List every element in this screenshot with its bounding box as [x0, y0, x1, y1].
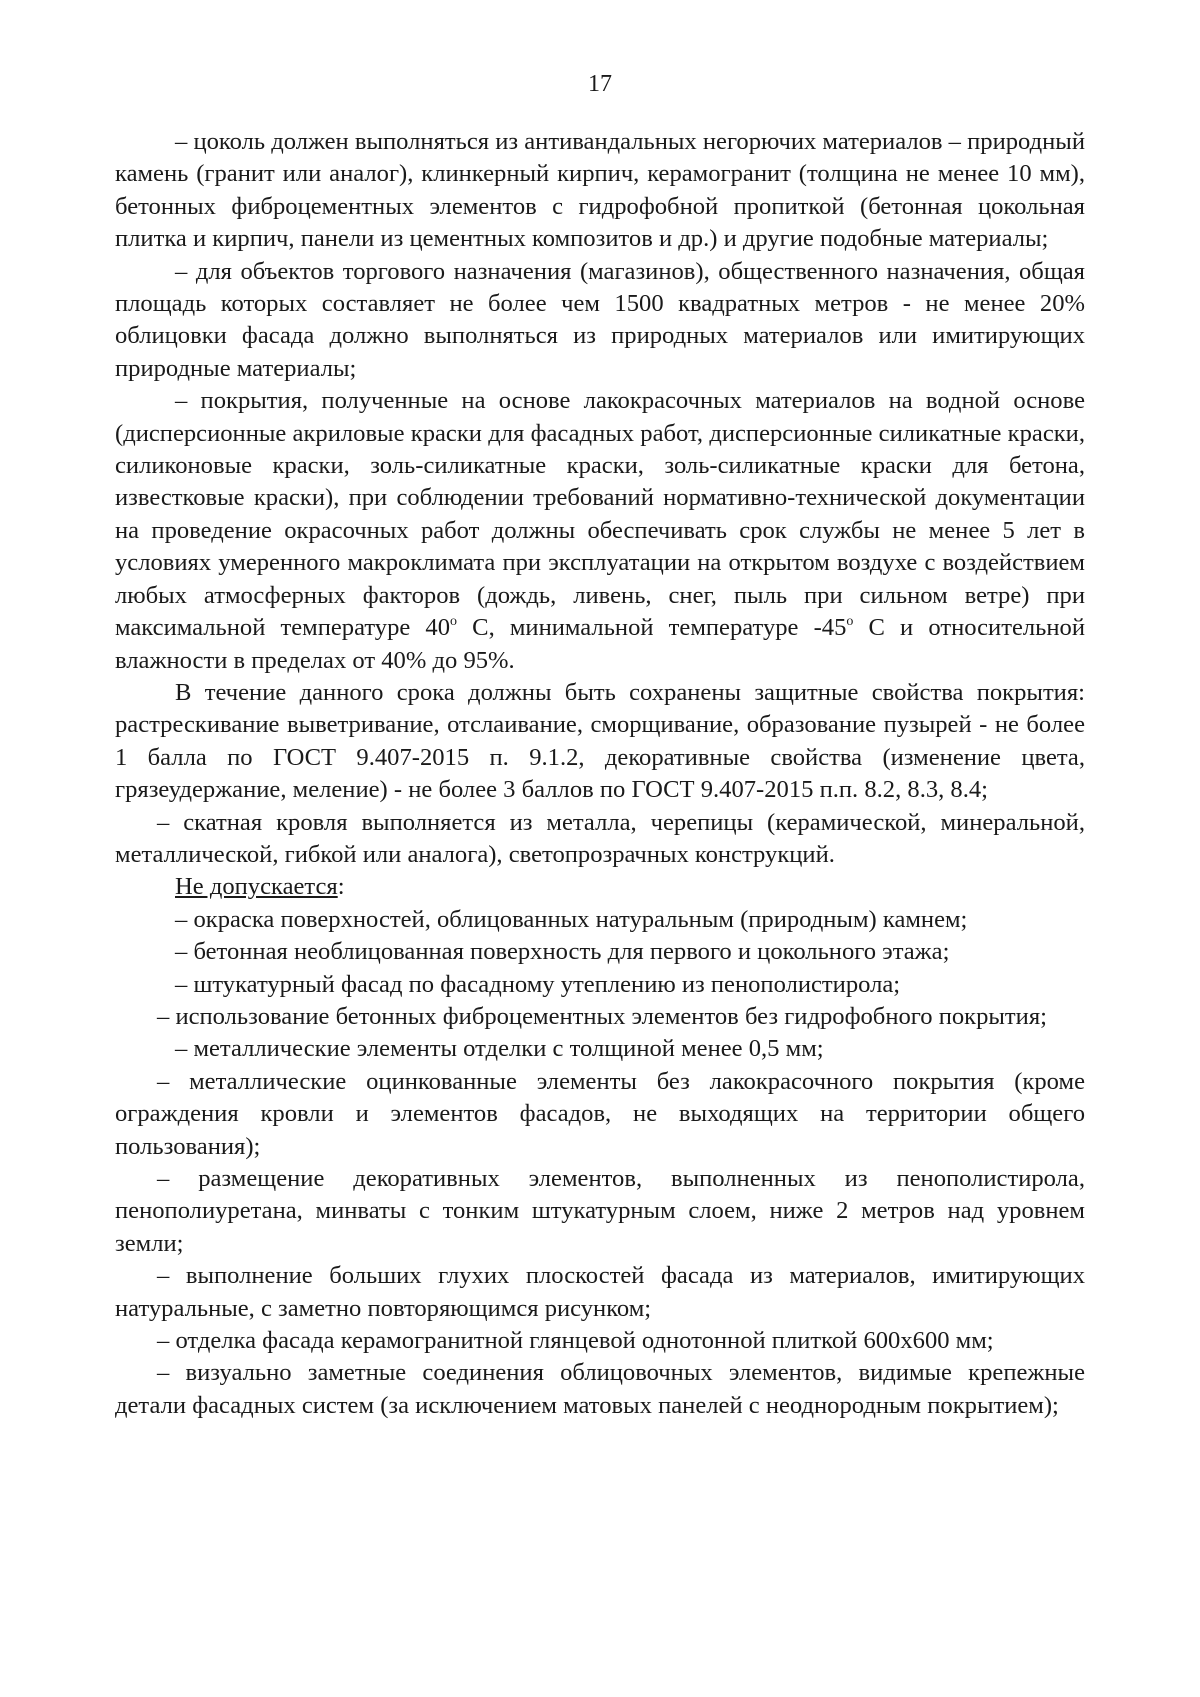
list-item-concrete-surface: – бетонная необлицованная поверхность для первого и цокольного этажа;: [175, 938, 950, 966]
paragraph-not-allowed: [115, 871, 1085, 903]
not-allowed-colon: :: [337, 873, 345, 901]
degree-sign: o: [846, 614, 854, 630]
paragraph-plinth: – цоколь должен выполняться из антивандальных негорючих материалов – природный камень (гранит или аналог), клинкерный кирпич, керамогранит (толщина не менее 10 мм), бетонных фиброцементных элементов с гидрофобной пропиткой (бетонная цокольная плитка и кирпич, панели из цементных композитов и др.) и другие подобные материалы;: [115, 128, 1085, 253]
list-item-plaster-facade: – штукатурный фасад по фасадному утеплению из пенополистирола;: [175, 970, 901, 998]
page-number: 17: [588, 71, 612, 97]
degree-sign: o: [450, 614, 458, 630]
list-item-metal-trim: – металлические элементы отделки с толщиной менее 0,5 мм;: [175, 1035, 824, 1063]
list-item-porcelain-tile: – отделка фасада керамогранитной глянцевой однотонной плиткой 600х600 мм;: [157, 1327, 994, 1355]
list-item-flat-surfaces: – выполнение больших глухих плоскостей фасада из материалов, имитирующих натуральные, с заметно повторяющимся рисунком;: [115, 1262, 1085, 1322]
list-item-painting-stone: – окраска поверхностей, облицованных натуральным (природным) камнем;: [175, 905, 968, 933]
paragraph-roof: – скатная кровля выполняется из металла, черепицы (керамической, минеральной, металлической, гибкой или аналога), светопрозрачных конструкций.: [115, 808, 1085, 868]
document-body: [115, 126, 1085, 1422]
coatings-text-mid: С, минимальной температуре -45: [457, 614, 847, 642]
list-item-joints: – визуально заметные соединения облицовочных элементов, видимые крепежные детали фасадных систем (за исключением матовых панелей с неоднородным покрытием);: [115, 1359, 1085, 1419]
coatings-text: – покрытия, полученные на основе лакокрасочных материалов на водной основе (дисперсионные акриловые краски для фасадных работ, дисперсионные силикатные краски, силиконовые краски, золь-силикатные краски, золь-силикатные краски для бетона, известковые краски), при соблюдении требований нормативно-технической документации на проведение окрасочных работ должны обеспечивать срок службы не менее 5 лет в условиях умеренного макроклимата при эксплуатации на открытом воздухе с воздействием любых атмосферных факторов (дождь, ливень, снег, пыль при сильном ветре) при максимальной температуре 40: [115, 387, 1085, 642]
paragraph-coatings: [115, 385, 1085, 677]
paragraph-service-period: В течение данного срока должны быть сохранены защитные свойства покрытия: растрескивание выветривание, отслаивание, сморщивание, образование пузырей - не более 1 балла по ГОСТ 9.407-2015 п. 9.1.2, декоративные свойства (изменение цвета, грязеудержание, меление) - не более 3 баллов по ГОСТ 9.407-2015 п.п. 8.2, 8.3, 8.4;: [115, 678, 1085, 804]
list-item-fiber-cement: – использование бетонных фиброцементных элементов без гидрофобного покрытия;: [157, 1002, 1047, 1030]
paragraph-trade-objects: – для объектов торгового назначения (магазинов), общественного назначения, общая площадь которых составляет не более чем 1500 квадратных метров - не менее 20% облицовки фасада должно выполняться из природных материалов или имитирующих природные материалы;: [115, 257, 1085, 382]
coatings-text-end: С и относительной влажности в пределах от 40% до 95%.: [115, 614, 1085, 674]
list-item-galvanized: – металлические оцинкованные элементы без лакокрасочного покрытия (кроме ограждения кровли и элементов фасадов, не выходящих на территории общего пользования);: [115, 1067, 1085, 1160]
list-item-decorative: – размещение декоративных элементов, выполненных из пенополистирола, пенополиуретана, минваты с тонким штукатурным слоем, ниже 2 метров над уровнем земли;: [115, 1165, 1085, 1257]
not-allowed-heading: Не допускается: [175, 873, 338, 901]
